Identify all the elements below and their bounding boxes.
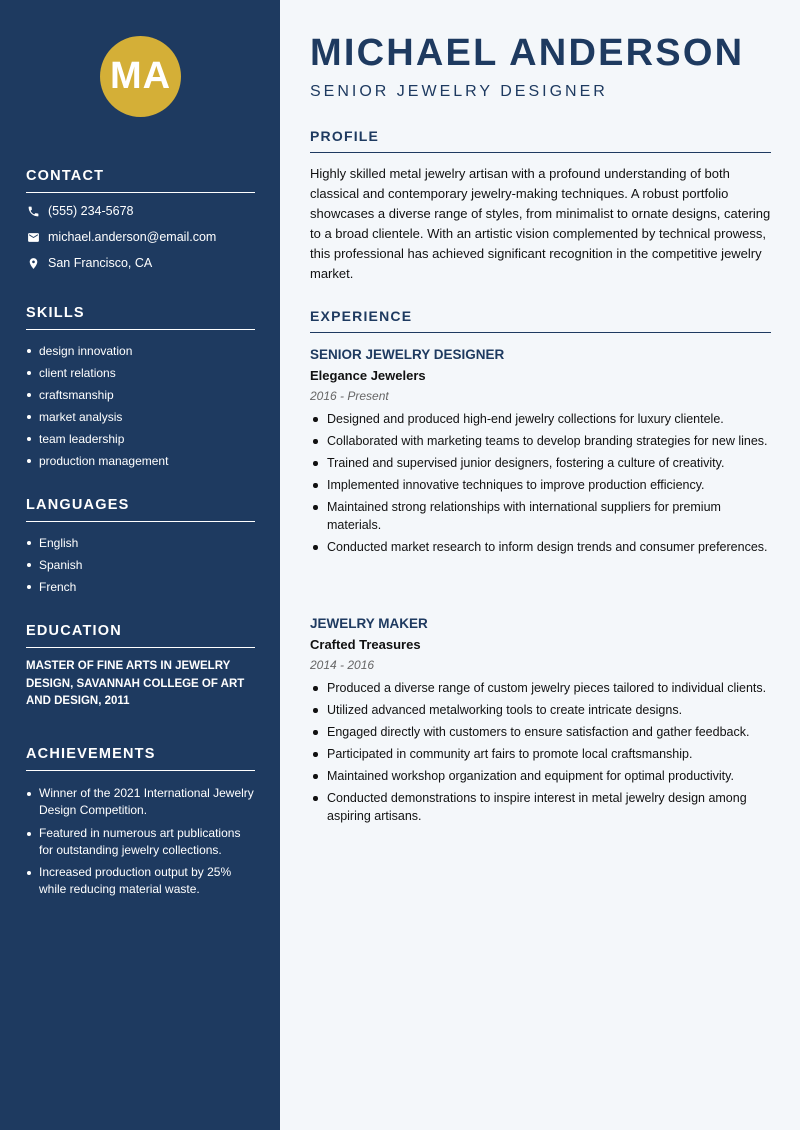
job-bullet: Produced a diverse range of custom jewelry pieces tailored to individual clients. [310,679,772,697]
skill-item: craftsmanship [26,384,255,406]
languages-section [26,497,255,598]
achievement-item: Featured in numerous art publications for outstanding jewelry collections. [26,825,255,859]
contact-location-text: San Francisco, CA [48,256,153,270]
achievement-item: Increased production output by 25% while reducing material waste. [26,864,255,898]
contact-email [26,224,255,250]
job-company: Crafted Treasures [310,637,421,652]
skills-section [26,305,255,472]
location-pin-icon [26,256,40,270]
achievements-list [26,785,255,898]
job-dates: 2014 - 2016 [310,658,375,672]
contact-section [26,168,255,276]
job-entry [310,347,772,560]
contact-location [26,250,255,276]
skill-item: design innovation [26,340,255,362]
mail-icon [26,230,40,244]
sidebar [0,0,280,1130]
skill-item: production management [26,450,255,472]
languages-heading: LANGUAGES [26,497,255,522]
job-bullet: Trained and supervised junior designers, fostering a culture of creativity. [310,454,772,472]
job-bullet: Conducted market research to inform design trends and consumer preferences. [310,538,772,556]
job-bullets [310,410,772,556]
job-dates: 2016 - Present [310,389,389,403]
job-bullet: Participated in community art fairs to promote local craftsmanship. [310,745,772,763]
job-bullet: Implemented innovative techniques to improve production efficiency. [310,476,772,494]
job-bullet: Maintained strong relationships with international suppliers for premium materials. [310,498,772,534]
job-title: JEWELRY MAKER [310,616,428,631]
experience-heading: EXPERIENCE [310,308,771,333]
candidate-name: MICHAEL ANDERSON [310,32,745,74]
avatar-initials: MA [100,36,181,117]
job-title: SENIOR JEWELRY DESIGNER [310,347,505,362]
contact-heading: CONTACT [26,168,255,193]
languages-list [26,532,255,598]
job-bullet: Designed and produced high-end jewelry collections for luxury clientele. [310,410,772,428]
phone-icon [26,204,40,218]
contact-email-text: michael.anderson@email.com [48,230,217,244]
achievements-heading: ACHIEVEMENTS [26,746,255,771]
language-item: Spanish [26,554,255,576]
language-item: English [26,532,255,554]
education-degree: MASTER OF FINE ARTS IN JEWELRY DESIGN, SAVANNAH COLLEGE OF ART AND DESIGN, 2011 [26,660,245,707]
job-bullet: Maintained workshop organization and equipment for optimal productivity. [310,767,772,785]
skill-item: market analysis [26,406,255,428]
skill-item: team leadership [26,428,255,450]
contact-phone-text: (555) 234-5678 [48,204,134,218]
job-bullet: Conducted demonstrations to inspire interest in metal jewelry design among aspiring artisans. [310,789,772,825]
profile-text: Highly skilled metal jewelry artisan with a profound understanding of both classical and contemporary jewelry-making techniques. A robust portfolio showcases a diverse range of styles, from minimalist to ornate designs, catering to a broad clientele. With an artistic vision complemented by technical prowess, this professional has achieved significant recognition in the competitive jewelry market. [310,166,771,281]
achievement-item: Winner of the 2021 International Jewelry Design Competition. [26,785,255,819]
language-item: French [26,576,255,598]
education-heading: EDUCATION [26,623,255,648]
job-bullet: Engaged directly with customers to ensure satisfaction and gather feedback. [310,723,772,741]
skills-list [26,340,255,472]
job-bullets [310,679,772,825]
skill-item: client relations [26,362,255,384]
skills-heading: SKILLS [26,305,255,330]
candidate-title: SENIOR JEWELRY DESIGNER [310,83,608,100]
achievements-section [26,746,255,904]
job-entry [310,616,772,829]
contact-phone [26,198,255,224]
education-section [26,623,255,711]
job-bullet: Utilized advanced metalworking tools to create intricate designs. [310,701,772,719]
job-bullet: Collaborated with marketing teams to develop branding strategies for new lines. [310,432,772,450]
profile-heading: PROFILE [310,128,771,153]
job-company: Elegance Jewelers [310,368,426,383]
